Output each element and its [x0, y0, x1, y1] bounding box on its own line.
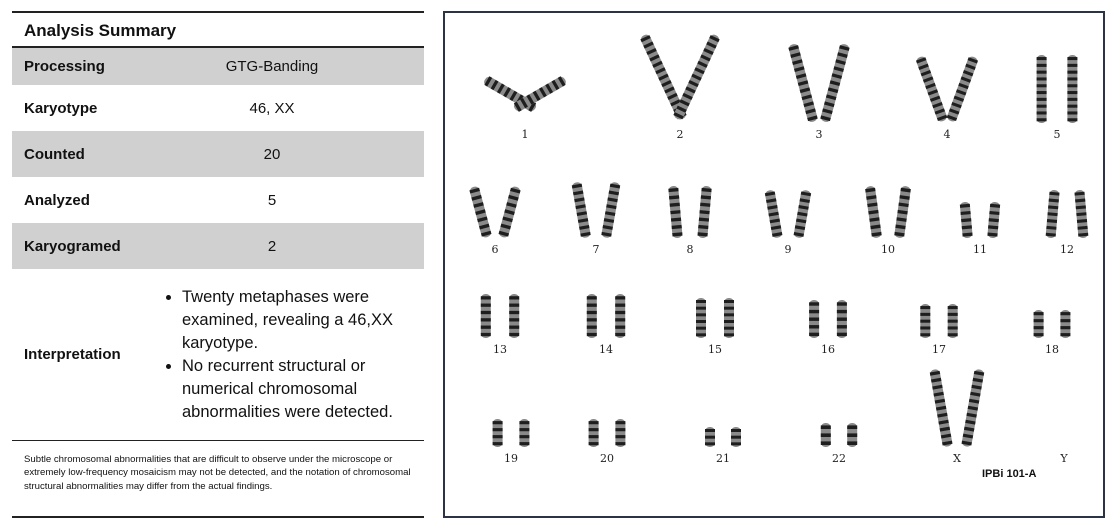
- analysis-summary-table: [12, 11, 424, 518]
- row-value: 20: [263, 145, 281, 163]
- chromosome-shape: [482, 75, 537, 113]
- chromosome-label: Y: [1060, 452, 1068, 465]
- chromosome-shape: [929, 369, 952, 448]
- chromosome-label: 11: [973, 243, 987, 256]
- chromosome-shape: [696, 298, 706, 338]
- chromosome-shape: [673, 33, 721, 121]
- row-label: Karyogramed: [24, 237, 121, 255]
- chromosome-shape: [1046, 190, 1060, 239]
- chromosome-label: 12: [1060, 243, 1074, 256]
- chromosome-shape: [481, 294, 491, 338]
- chromosome-shape: [894, 186, 911, 239]
- chromosome-label: 10: [881, 243, 895, 256]
- chromosome-label: 3: [815, 128, 823, 141]
- chromosome-label: 18: [1045, 343, 1059, 356]
- chromosome-shape: [498, 186, 521, 239]
- row-label: Processing: [24, 58, 105, 75]
- chromosome-shape: [865, 186, 882, 239]
- chromosome-label: 19: [504, 452, 518, 465]
- chromosome-shape: [589, 419, 599, 447]
- chromosome-label: 7: [592, 243, 600, 256]
- chromosome-label: 2: [676, 128, 684, 141]
- interpretation-list: [160, 286, 416, 424]
- list-item: • No recurrent structural or numerical chromosomal abnormalities were detected.: [182, 355, 416, 424]
- chromosome-shape: [961, 369, 984, 448]
- chromosome-shape: [960, 202, 973, 239]
- chromosome-label: 16: [821, 343, 835, 356]
- chromosome-shape: [987, 202, 1000, 239]
- chromosome-shape: [668, 186, 682, 239]
- chromosome-label: 15: [708, 343, 722, 356]
- chromosome-shape: [821, 423, 831, 447]
- chromosome-shape: [519, 419, 529, 447]
- chromosome-shape: [587, 294, 597, 338]
- list-item: • Twenty metaphases were examined, revealing a 46,XX karyotype.: [182, 286, 416, 355]
- row-karyotype: [12, 85, 424, 131]
- row-analyzed: [12, 177, 424, 223]
- chromosome-label: 1: [521, 128, 529, 141]
- chromosome-label: 20: [600, 452, 614, 465]
- chromosome-shape: [571, 182, 591, 239]
- chromosome-shape: [948, 304, 958, 338]
- chromosome-shape: [809, 300, 819, 338]
- row-label: Interpretation: [24, 346, 121, 363]
- chromosome-shape: [509, 294, 519, 338]
- chromosome-shape: [493, 419, 503, 447]
- chromosome-shape: [469, 186, 492, 239]
- summary-title: Analysis Summary: [12, 13, 424, 48]
- chromosome-shape: [615, 419, 625, 447]
- chromosome-label: 8: [686, 243, 694, 256]
- chromosome-label: 5: [1053, 128, 1061, 141]
- chromosome-shape: [820, 43, 850, 123]
- sample-id-label: IPBi 101-A: [982, 468, 1037, 480]
- row-karyogramed: [12, 223, 424, 269]
- chromosome-shape: [793, 189, 811, 238]
- chromosome-shape: [847, 423, 857, 447]
- chromosome-shape: [705, 427, 715, 447]
- row-value: [160, 286, 424, 424]
- chromosome-shape: [946, 55, 979, 122]
- chromosome-shape: [1037, 55, 1047, 123]
- row-label: Counted: [24, 145, 85, 163]
- row-value: GTG-Banding: [225, 58, 319, 75]
- chromosome-label: 9: [784, 243, 792, 256]
- chromosome-label: 6: [491, 243, 499, 256]
- chromosome-shape: [1060, 310, 1070, 338]
- chromosome-shape: [1074, 190, 1088, 239]
- row-value: 5: [267, 191, 277, 209]
- chromosome-label: 21: [716, 452, 730, 465]
- row-label: Karyotype: [24, 99, 98, 117]
- row-value: 2: [267, 237, 277, 255]
- row-counted: [12, 131, 424, 177]
- chromosome-shape: [915, 55, 948, 122]
- chromosome-shape: [601, 182, 621, 239]
- chromosome-label: 13: [493, 343, 507, 356]
- chromosome-shape: [788, 43, 818, 123]
- chromosome-label: 14: [599, 343, 613, 356]
- chromosome-label: 17: [932, 343, 946, 356]
- chromosome-label: X: [953, 452, 961, 465]
- chromosome-shape: [837, 300, 847, 338]
- row-label: Analyzed: [24, 191, 90, 209]
- chromosome-shape: [1034, 310, 1044, 338]
- chromosome-shape: [512, 75, 567, 113]
- chromosome-label: 22: [832, 452, 846, 465]
- footnote: Subtle chromosomal abnormalities that are difficult to observe under the microscope or extremely low-frequency mosaicism may not be detected, and the notation of chromosomal structural abnormalities may differ from the actual findings.: [24, 454, 411, 492]
- karyogram-panel: [443, 11, 1105, 518]
- chromosome-shape: [697, 186, 711, 239]
- row-processing: [12, 48, 424, 85]
- chromosome-shape: [731, 427, 741, 447]
- chromosome-shape: [724, 298, 734, 338]
- chromosome-label: 4: [943, 128, 951, 141]
- row-value: 46, XX: [249, 99, 295, 117]
- karyogram-image: [445, 13, 1103, 516]
- chromosome-shape: [1067, 55, 1077, 123]
- row-interpretation: [12, 269, 424, 441]
- chromosome-shape: [765, 189, 783, 238]
- chromosome-shape: [615, 294, 625, 338]
- chromosome-shape: [920, 304, 930, 338]
